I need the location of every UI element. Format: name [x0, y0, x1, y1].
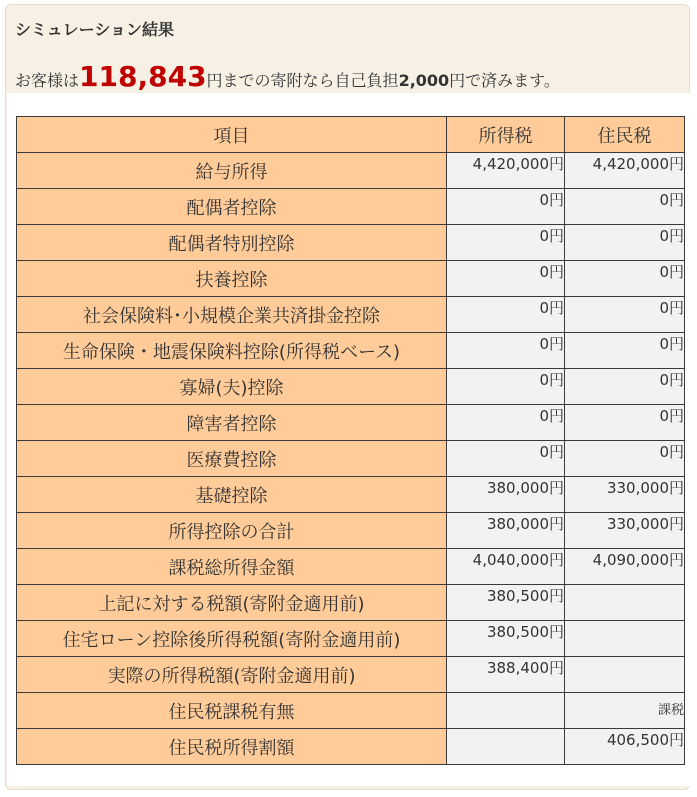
row-label: 寡婦(夫)控除 [17, 369, 447, 405]
header-resident-tax: 住民税 [565, 117, 685, 153]
row-label: 扶養控除 [17, 261, 447, 297]
header-income-tax: 所得税 [447, 117, 565, 153]
table-row [17, 441, 685, 477]
row-label: 基礎控除 [17, 477, 447, 513]
row-label: 住民税所得割額 [17, 729, 447, 765]
resident-tax-value [565, 621, 685, 657]
summary-suffix: 円で済みます。 [449, 71, 560, 90]
row-label: 生命保険・地震保険料控除(所得税ベース) [17, 333, 447, 369]
income-tax-value [447, 693, 565, 729]
income-tax-value: 0円 [447, 369, 565, 405]
row-label: 上記に対する税額(寄附金適用前) [17, 585, 447, 621]
row-label: 所得控除の合計 [17, 513, 447, 549]
resident-tax-value: 330,000円 [565, 513, 685, 549]
resident-tax-value: 0円 [565, 189, 685, 225]
resident-tax-value: 330,000円 [565, 477, 685, 513]
row-label: 住宅ローン控除後所得税額(寄附金適用前) [17, 621, 447, 657]
row-label: 医療費控除 [17, 441, 447, 477]
income-tax-value: 380,500円 [447, 585, 565, 621]
resident-tax-value: 0円 [565, 297, 685, 333]
resident-tax-value [565, 657, 685, 693]
resident-tax-value: 課税 [565, 693, 685, 729]
table-row [17, 513, 685, 549]
table-row [17, 405, 685, 441]
income-tax-value: 4,040,000円 [447, 549, 565, 585]
result-table-area [7, 93, 690, 786]
income-tax-value: 380,000円 [447, 513, 565, 549]
table-header-row [17, 117, 685, 153]
table-row [17, 189, 685, 225]
income-tax-value: 0円 [447, 333, 565, 369]
summary-middle: 円までの寄附なら自己負担 [206, 71, 399, 90]
resident-tax-value [565, 585, 685, 621]
table-row [17, 693, 685, 729]
row-label: 社会保険料･小規模企業共済掛金控除 [17, 297, 447, 333]
resident-tax-value: 0円 [565, 261, 685, 297]
table-row [17, 333, 685, 369]
income-tax-value: 0円 [447, 441, 565, 477]
result-table [16, 116, 685, 765]
income-tax-value: 0円 [447, 261, 565, 297]
resident-tax-value: 0円 [565, 369, 685, 405]
row-label: 給与所得 [17, 153, 447, 189]
table-row [17, 549, 685, 585]
income-tax-value: 380,000円 [447, 477, 565, 513]
result-title: シミュレーション結果 [15, 20, 175, 39]
self-burden-amount: 2,000 [398, 71, 450, 90]
income-tax-value: 0円 [447, 225, 565, 261]
row-label: 課税総所得金額 [17, 549, 447, 585]
income-tax-value [447, 729, 565, 765]
income-tax-value: 380,500円 [447, 621, 565, 657]
header-item: 項目 [17, 117, 447, 153]
summary-prefix: お客様は [15, 71, 80, 90]
income-tax-value: 0円 [447, 297, 565, 333]
income-tax-value: 4,420,000円 [447, 153, 565, 189]
table-row [17, 729, 685, 765]
result-summary [15, 60, 560, 93]
row-label: 住民税課税有無 [17, 693, 447, 729]
resident-tax-value: 0円 [565, 441, 685, 477]
table-row [17, 477, 685, 513]
income-tax-value: 0円 [447, 189, 565, 225]
table-row [17, 261, 685, 297]
resident-tax-value: 4,420,000円 [565, 153, 685, 189]
table-row [17, 225, 685, 261]
table-row [17, 621, 685, 657]
row-label: 配偶者特別控除 [17, 225, 447, 261]
row-label: 実際の所得税額(寄附金適用前) [17, 657, 447, 693]
row-label: 障害者控除 [17, 405, 447, 441]
income-tax-value: 388,400円 [447, 657, 565, 693]
donation-limit-amount: 118,843 [79, 60, 207, 93]
table-row [17, 585, 685, 621]
resident-tax-value: 0円 [565, 225, 685, 261]
row-label: 配偶者控除 [17, 189, 447, 225]
table-row [17, 153, 685, 189]
income-tax-value: 0円 [447, 405, 565, 441]
table-row [17, 369, 685, 405]
table-row [17, 297, 685, 333]
resident-tax-value: 0円 [565, 333, 685, 369]
resident-tax-value: 0円 [565, 405, 685, 441]
resident-tax-value: 4,090,000円 [565, 549, 685, 585]
table-row [17, 657, 685, 693]
resident-tax-value: 406,500円 [565, 729, 685, 765]
